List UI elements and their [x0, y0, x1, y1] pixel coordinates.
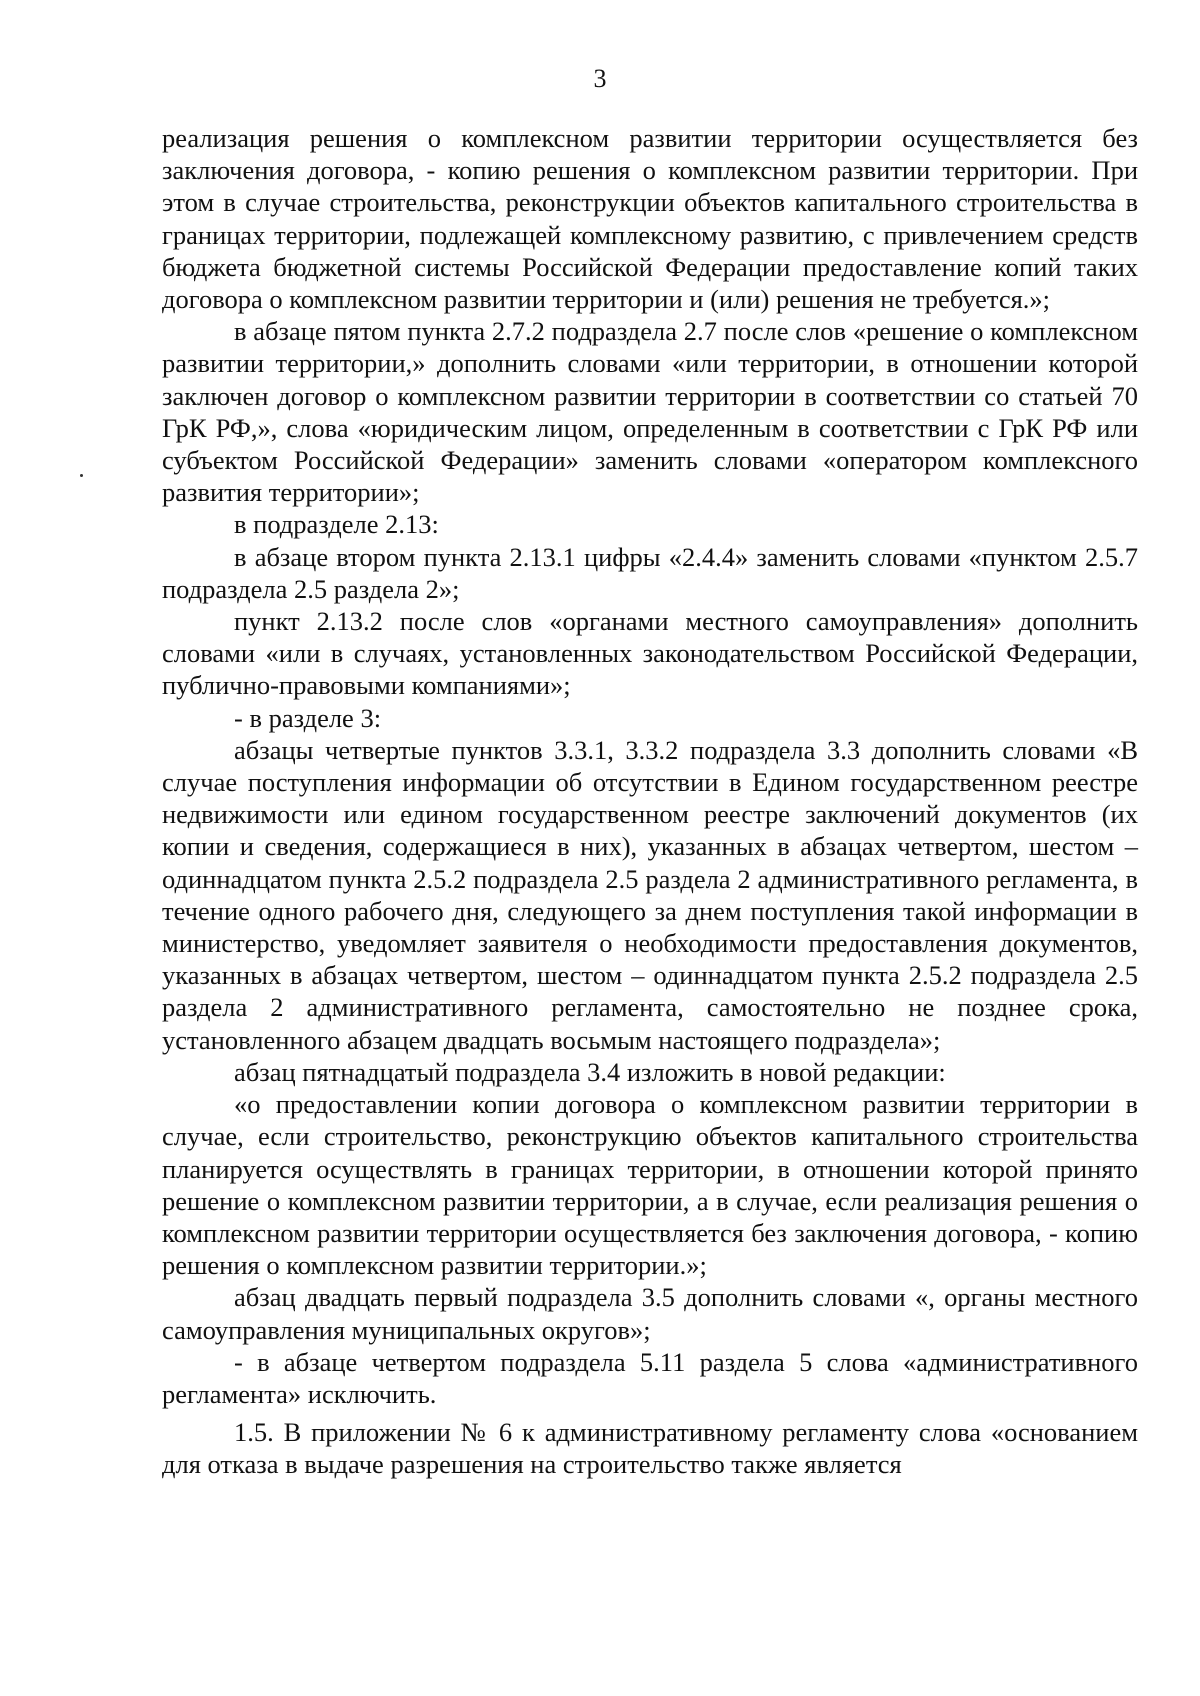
page-number: 3 — [593, 64, 607, 93]
paragraph-3-4-amendment: абзац пятнадцатый подраздела 3.4 изложить в новой редакции: — [234, 1056, 946, 1087]
paragraph-continuation: реализация решения о комплексном развитии территории осуществляется без заключения договора, - копию решения о комплексном развитии территории. При этом в случае строительства, реконструкции объектов капитального строительства в границах территории, подлежащей комплексному развитию, с привлечением средств бюджета бюджетной системы Российской Федерации предоставление копий таких договора о комплексном развитии территории и (или) решения не требуется.»; — [162, 123, 1138, 315]
paragraph-3-3-amendment: абзацы четвертые пунктов 3.3.1, 3.3.2 подраздела 3.3 дополнить словами «В случае поступления информации об отсутствии в Едином государственном реестре недвижимости или едином государственном реестре заключений документов (их копии и сведения, содержащиеся в них), указанных в абзацах четвертом, шестом – одиннадцатом пункта 2.5.2 подраздела 2.5 раздела 2 административного регламента, в течение одного рабочего дня, следующего за днем поступления такой информации в министерство, уведомляет заявителя о необходимости предоставления документов, указанных в абзацах четвертом, шестом – одиннадцатом пункта 2.5.2 подраздела 2.5 раздела 2 административного регламента, самостоятельно не позднее срока, установленного абзацем двадцать восьмым настоящего подраздела»; — [162, 734, 1138, 1055]
paragraph-2-13-1-amendment: в абзаце втором пункта 2.13.1 цифры «2.4.4» заменить словами «пунктом 2.5.7 подраздела 2.5 раздела 2»; — [162, 541, 1138, 604]
paragraph-section-3: - в разделе 3: — [234, 702, 382, 733]
scan-speck — [80, 474, 83, 477]
paragraph-2-13-2-amendment: пункт 2.13.2 после слов «органами местного самоуправления» дополнить словами «или в случаях, установленных законодательством Российской Федерации, публично-правовыми компаниями»; — [162, 606, 1138, 701]
paragraph-subsection-2-13: в подразделе 2.13: — [234, 509, 439, 540]
document-body — [162, 122, 1138, 1481]
paragraph-3-5-amendment: абзац двадцать первый подраздела 3.5 дополнить словами «, органы местного самоуправления муниципальных округов»; — [162, 1282, 1138, 1345]
paragraph-5-11-amendment: - в абзаце четвертом подраздела 5.11 раздела 5 слова «административного регламента» исключить. — [162, 1346, 1138, 1409]
paragraph-3-4-new-text: «о предоставлении копии договора о комплексном развитии территории в случае, если строительство, реконструкцию объектов капитального строительства планируется осуществлять в границах территории, в отношении которой принято решение о комплексном развитии территории, а в случае, если реализация решения о комплексном развитии территории осуществляется без заключения договора, - копию решения о комплексном развитии территории.»; — [162, 1089, 1138, 1281]
paragraph-item-1-5: 1.5. В приложении № 6 к административному регламенту слова «основанием для отказа в выдаче разрешения на строительство также является — [162, 1417, 1138, 1480]
paragraph-2-7-2-amendment: в абзаце пятом пункта 2.7.2 подраздела 2.7 после слов «решение о комплексном развитии территории,» дополнить словами «или территории, в отношении которой заключен договор о комплексном развитии территории в соответствии со статьей 70 ГрК РФ,», слова «юридическим лицом, определенным в соответствии с ГрК РФ или субъектом Российской Федерации» заменить словами «оператором комплексного развития территории»; — [162, 316, 1138, 508]
